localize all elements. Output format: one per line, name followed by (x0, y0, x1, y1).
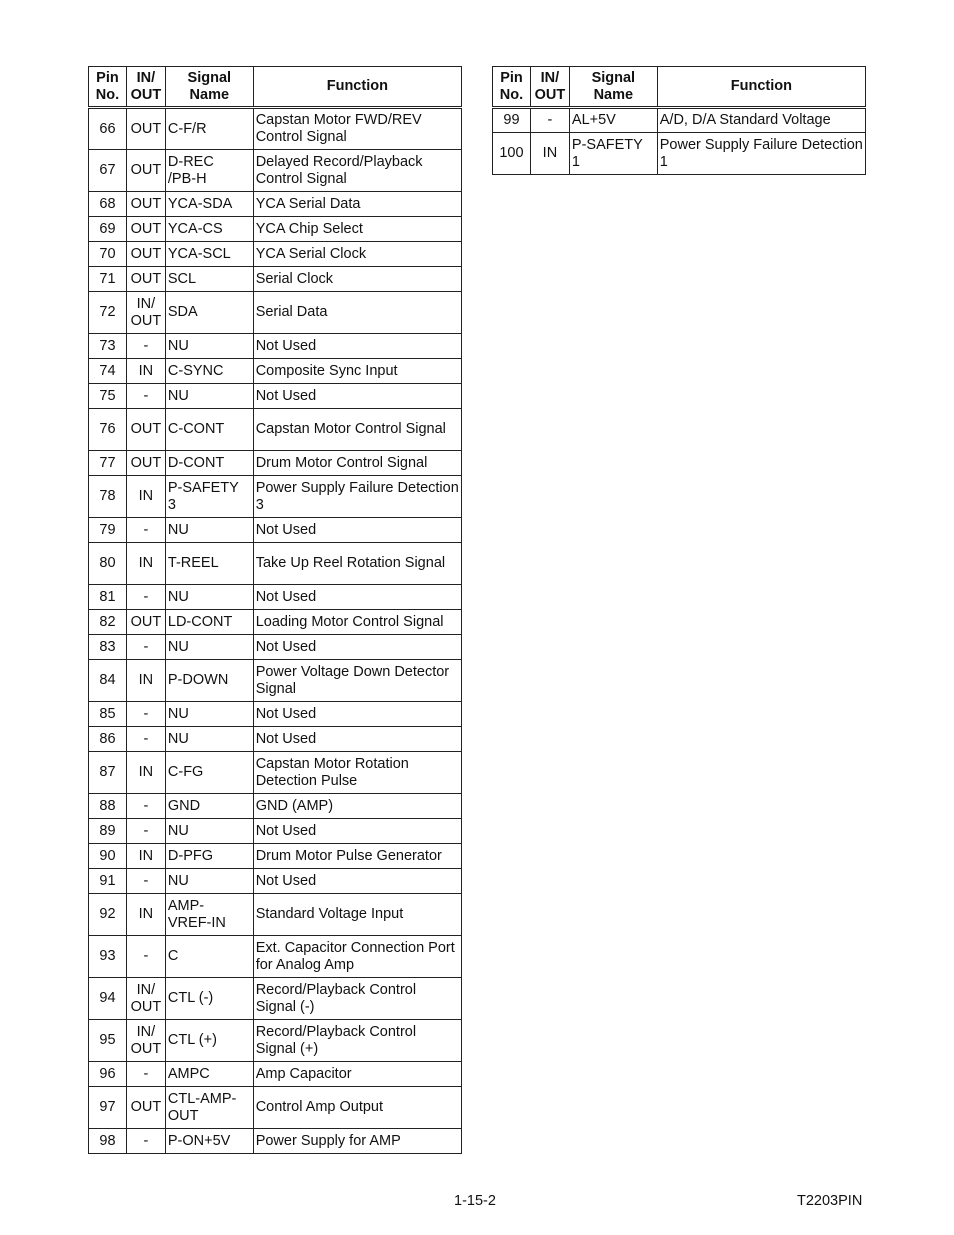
in-out-cell: OUT (126, 409, 165, 451)
in-out-cell: IN (126, 660, 165, 702)
in-out-cell: - (126, 1129, 165, 1154)
in-out-cell: IN/ OUT (126, 1020, 165, 1062)
header-pin-no: Pin No. (89, 67, 127, 108)
pin-number-cell: 79 (89, 518, 127, 543)
function-cell: Serial Clock (253, 267, 461, 292)
table-row (89, 242, 462, 267)
table-row (89, 610, 462, 635)
table-row (89, 1087, 462, 1129)
signal-name-cell: NU (165, 702, 253, 727)
table-row (89, 292, 462, 334)
table-row (89, 192, 462, 217)
function-cell: Power Supply for AMP (253, 1129, 461, 1154)
table-row (89, 150, 462, 192)
in-out-cell: IN (126, 894, 165, 936)
function-cell: Not Used (253, 727, 461, 752)
in-out-cell: IN (530, 133, 569, 175)
function-cell: YCA Chip Select (253, 217, 461, 242)
pin-number-cell: 87 (89, 752, 127, 794)
pin-number-cell: 75 (89, 384, 127, 409)
pin-table-left (88, 66, 462, 1154)
table-row (89, 384, 462, 409)
pin-table-right-body (493, 108, 866, 175)
function-cell: Not Used (253, 384, 461, 409)
function-cell: Not Used (253, 702, 461, 727)
pin-number-cell: 72 (89, 292, 127, 334)
table-row (89, 476, 462, 518)
table-row (89, 1129, 462, 1154)
signal-name-cell: YCA-SDA (165, 192, 253, 217)
in-out-cell: OUT (126, 1087, 165, 1129)
function-cell: Capstan Motor Control Signal (253, 409, 461, 451)
signal-name-cell: D-PFG (165, 844, 253, 869)
signal-name-cell: D-CONT (165, 451, 253, 476)
signal-name-cell: SCL (165, 267, 253, 292)
table-row (89, 334, 462, 359)
table-row (89, 359, 462, 384)
signal-name-cell: NU (165, 334, 253, 359)
function-cell: Amp Capacitor (253, 1062, 461, 1087)
signal-name-cell: P-ON+5V (165, 1129, 253, 1154)
function-cell: YCA Serial Data (253, 192, 461, 217)
pin-number-cell: 67 (89, 150, 127, 192)
pin-number-cell: 93 (89, 936, 127, 978)
signal-name-cell: NU (165, 635, 253, 660)
table-row (89, 267, 462, 292)
table-row (89, 936, 462, 978)
function-cell: Ext. Capacitor Connection Port for Analog Amp (253, 936, 461, 978)
pin-number-cell: 81 (89, 585, 127, 610)
signal-name-cell: YCA-SCL (165, 242, 253, 267)
signal-name-cell: SDA (165, 292, 253, 334)
table-row (493, 133, 866, 175)
signal-name-cell: CTL (-) (165, 978, 253, 1020)
function-cell: Standard Voltage Input (253, 894, 461, 936)
pin-number-cell: 100 (493, 133, 531, 175)
in-out-cell: OUT (126, 192, 165, 217)
pin-number-cell: 83 (89, 635, 127, 660)
table-row (89, 844, 462, 869)
table-row (89, 1062, 462, 1087)
header-in-out: IN/ OUT (126, 67, 165, 108)
pin-number-cell: 71 (89, 267, 127, 292)
in-out-cell: IN (126, 844, 165, 869)
pin-number-cell: 84 (89, 660, 127, 702)
function-cell: Loading Motor Control Signal (253, 610, 461, 635)
table-row (89, 752, 462, 794)
signal-name-cell: NU (165, 819, 253, 844)
table-row (89, 409, 462, 451)
in-out-cell: - (126, 794, 165, 819)
in-out-cell: - (126, 585, 165, 610)
function-cell: Drum Motor Pulse Generator (253, 844, 461, 869)
function-cell: Power Supply Failure Detection 3 (253, 476, 461, 518)
table-row (89, 660, 462, 702)
header-signal-name: Signal Name (165, 67, 253, 108)
pin-number-cell: 98 (89, 1129, 127, 1154)
signal-name-cell: GND (165, 794, 253, 819)
function-cell: Power Supply Failure Detection 1 (657, 133, 865, 175)
table-row (89, 727, 462, 752)
function-cell: Control Amp Output (253, 1087, 461, 1129)
function-cell: A/D, D/A Standard Voltage (657, 108, 865, 133)
function-cell: Not Used (253, 819, 461, 844)
function-cell: Drum Motor Control Signal (253, 451, 461, 476)
in-out-cell: - (126, 819, 165, 844)
table-row (89, 794, 462, 819)
pin-number-cell: 89 (89, 819, 127, 844)
function-cell: Not Used (253, 635, 461, 660)
pin-number-cell: 78 (89, 476, 127, 518)
document-code: T2203PIN (797, 1193, 863, 1209)
in-out-cell: - (126, 635, 165, 660)
header-pin-no: Pin No. (493, 67, 531, 108)
table-row (89, 585, 462, 610)
pin-number-cell: 70 (89, 242, 127, 267)
in-out-cell: OUT (126, 108, 165, 150)
in-out-cell: IN/ OUT (126, 978, 165, 1020)
pin-number-cell: 82 (89, 610, 127, 635)
table-header-row (89, 67, 462, 108)
pin-number-cell: 91 (89, 869, 127, 894)
pin-number-cell: 95 (89, 1020, 127, 1062)
signal-name-cell: C (165, 936, 253, 978)
pin-number-cell: 90 (89, 844, 127, 869)
function-cell: Capstan Motor FWD/REV Control Signal (253, 108, 461, 150)
function-cell: Not Used (253, 334, 461, 359)
function-cell: Not Used (253, 869, 461, 894)
pin-number-cell: 69 (89, 217, 127, 242)
in-out-cell: IN (126, 752, 165, 794)
table-row (89, 217, 462, 242)
in-out-cell: OUT (126, 267, 165, 292)
page-number: 1-15-2 (454, 1193, 496, 1209)
function-cell: Take Up Reel Rotation Signal (253, 543, 461, 585)
signal-name-cell: C-CONT (165, 409, 253, 451)
function-cell: YCA Serial Clock (253, 242, 461, 267)
table-header-row (493, 67, 866, 108)
pin-number-cell: 68 (89, 192, 127, 217)
in-out-cell: - (126, 1062, 165, 1087)
function-cell: Delayed Record/Playback Control Signal (253, 150, 461, 192)
signal-name-cell: CTL (+) (165, 1020, 253, 1062)
pin-number-cell: 96 (89, 1062, 127, 1087)
in-out-cell: OUT (126, 217, 165, 242)
pin-number-cell: 86 (89, 727, 127, 752)
signal-name-cell: NU (165, 518, 253, 543)
signal-name-cell: YCA-CS (165, 217, 253, 242)
signal-name-cell: NU (165, 869, 253, 894)
pin-number-cell: 85 (89, 702, 127, 727)
in-out-cell: - (530, 108, 569, 133)
signal-name-cell: NU (165, 727, 253, 752)
in-out-cell: - (126, 936, 165, 978)
header-in-out: IN/ OUT (530, 67, 569, 108)
function-cell: Composite Sync Input (253, 359, 461, 384)
signal-name-cell: C-F/R (165, 108, 253, 150)
signal-name-cell: P-DOWN (165, 660, 253, 702)
in-out-cell: - (126, 869, 165, 894)
pin-number-cell: 76 (89, 409, 127, 451)
pin-number-cell: 88 (89, 794, 127, 819)
function-cell: Not Used (253, 518, 461, 543)
signal-name-cell: T-REEL (165, 543, 253, 585)
signal-name-cell: P-SAFETY 3 (165, 476, 253, 518)
in-out-cell: - (126, 334, 165, 359)
header-signal-name: Signal Name (569, 67, 657, 108)
table-row (89, 518, 462, 543)
in-out-cell: - (126, 518, 165, 543)
table-row (89, 894, 462, 936)
pin-number-cell: 92 (89, 894, 127, 936)
signal-name-cell: AMPC (165, 1062, 253, 1087)
in-out-cell: IN/ OUT (126, 292, 165, 334)
function-cell: Record/Playback Control Signal (+) (253, 1020, 461, 1062)
table-row (89, 1020, 462, 1062)
pin-number-cell: 66 (89, 108, 127, 150)
header-function: Function (657, 67, 865, 108)
in-out-cell: IN (126, 476, 165, 518)
function-cell: GND (AMP) (253, 794, 461, 819)
signal-name-cell: AL+5V (569, 108, 657, 133)
in-out-cell: - (126, 384, 165, 409)
signal-name-cell: CTL-AMP- OUT (165, 1087, 253, 1129)
pin-number-cell: 74 (89, 359, 127, 384)
table-row (89, 108, 462, 150)
table-row (493, 108, 866, 133)
pin-number-cell: 80 (89, 543, 127, 585)
pin-number-cell: 99 (493, 108, 531, 133)
signal-name-cell: AMP- VREF-IN (165, 894, 253, 936)
function-cell: Capstan Motor Rotation Detection Pulse (253, 752, 461, 794)
signal-name-cell: C-SYNC (165, 359, 253, 384)
header-function: Function (253, 67, 461, 108)
in-out-cell: IN (126, 543, 165, 585)
table-row (89, 869, 462, 894)
signal-name-cell: P-SAFETY 1 (569, 133, 657, 175)
in-out-cell: OUT (126, 242, 165, 267)
table-row (89, 819, 462, 844)
table-row (89, 451, 462, 476)
signal-name-cell: C-FG (165, 752, 253, 794)
pin-number-cell: 94 (89, 978, 127, 1020)
table-row (89, 978, 462, 1020)
signal-name-cell: LD-CONT (165, 610, 253, 635)
in-out-cell: - (126, 702, 165, 727)
pin-number-cell: 97 (89, 1087, 127, 1129)
signal-name-cell: NU (165, 585, 253, 610)
pin-number-cell: 73 (89, 334, 127, 359)
signal-name-cell: D-REC /PB-H (165, 150, 253, 192)
in-out-cell: OUT (126, 610, 165, 635)
in-out-cell: OUT (126, 150, 165, 192)
in-out-cell: - (126, 727, 165, 752)
function-cell: Serial Data (253, 292, 461, 334)
pin-table-left-body (89, 108, 462, 1154)
table-row (89, 543, 462, 585)
table-row (89, 702, 462, 727)
pin-table-right (492, 66, 866, 175)
pin-number-cell: 77 (89, 451, 127, 476)
in-out-cell: IN (126, 359, 165, 384)
function-cell: Record/Playback Control Signal (-) (253, 978, 461, 1020)
signal-name-cell: NU (165, 384, 253, 409)
function-cell: Power Voltage Down Detector Signal (253, 660, 461, 702)
table-row (89, 635, 462, 660)
function-cell: Not Used (253, 585, 461, 610)
in-out-cell: OUT (126, 451, 165, 476)
